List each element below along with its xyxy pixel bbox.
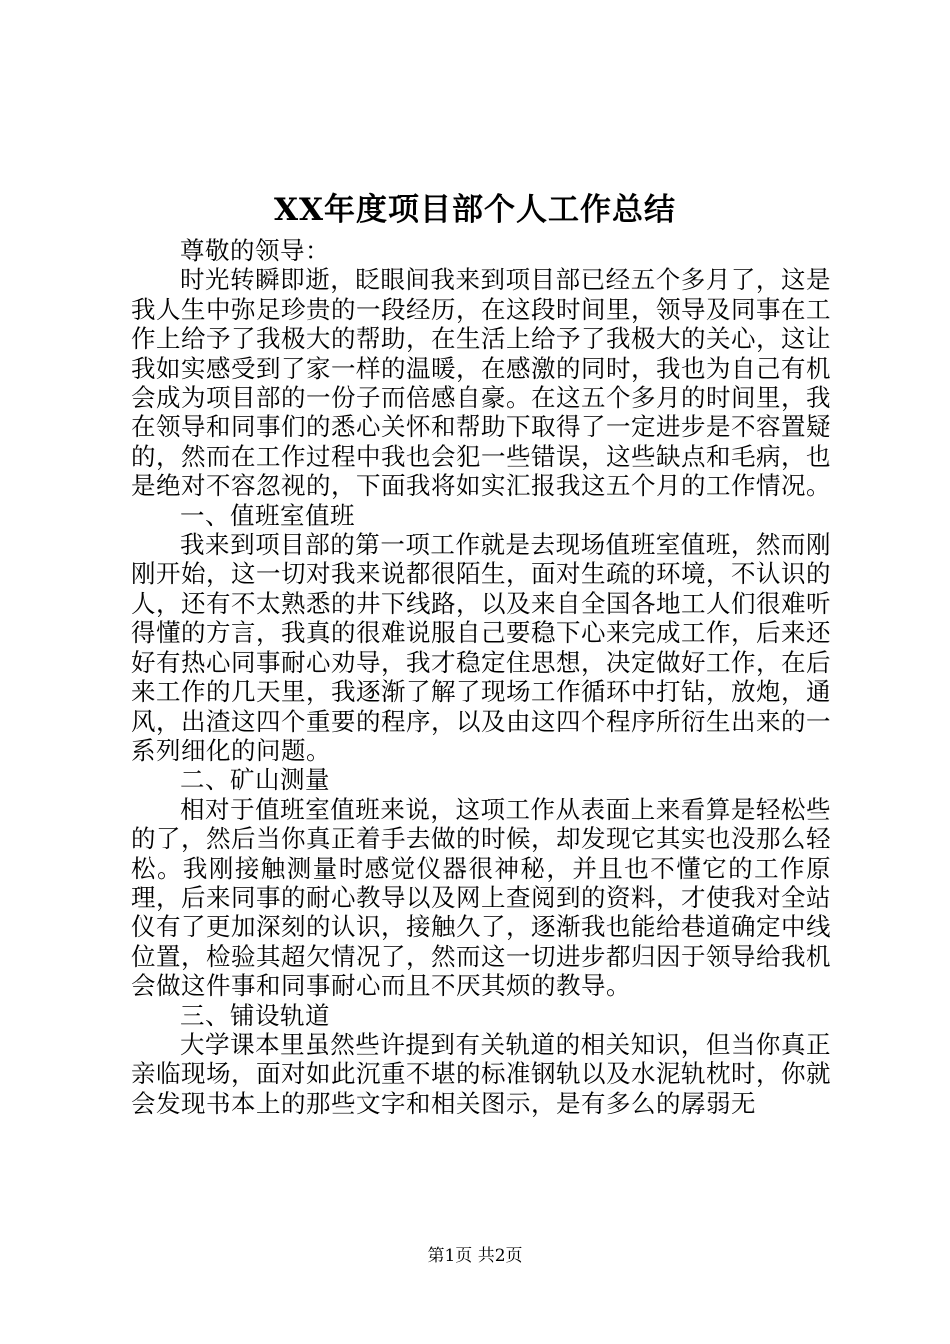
- duty-room-paragraph: 我来到项目部的第一项工作就是去现场值班室值班，然而刚刚开始，这一切对我来说都很陌生，面对生疏的环境，不认识的人，还有不太熟悉的井下线路，以及来自全国各地工人们很难听得懂的方言，我真的很难说服自己要稳下心来完成工作，后来还好有热心同事耐心劝导，我才稳定住思想，决定做好工作，在后来工作的几天里，我逐渐了解了现场工作循环中打钻，放炮，通风，出渣这四个重要的程序，以及由这四个程序所衍生出来的一系列细化的问题。: [131, 530, 831, 765]
- page-number-footer: 第1页 共2页: [427, 1246, 523, 1266]
- section-heading-duty-room: 一、值班室值班: [180, 500, 355, 530]
- section-heading-track-laying: 三、铺设轨道: [180, 1000, 330, 1030]
- document-title: XX年度项目部个人工作总结: [273, 192, 677, 228]
- document-body: [131, 236, 831, 1118]
- section-heading-mine-survey: 二、矿山测量: [180, 765, 330, 795]
- mine-survey-paragraph: 相对于值班室值班来说，这项工作从表面上来看算是轻松些的了，然后当你真正着手去做的时候，却发现它其实也没那么轻松。我刚接触测量时感觉仪器很神秘，并且也不懂它的工作原理，后来同事的耐心教导以及网上查阅到的资料，才使我对全站仪有了更加深刻的认识，接触久了，逐渐我也能给巷道确定中线位置，检验其超欠情况了，然而这一切进步都归因于领导给我机会做这件事和同事耐心而且不厌其烦的教导。: [131, 794, 831, 1001]
- intro-paragraph: 时光转瞬即逝，眨眼间我来到项目部已经五个多月了，这是我人生中弥足珍贵的一段经历，在这段时间里，领导及同事在工作上给予了我极大的帮助，在生活上给予了我极大的关心，这让我如实感受到了家一样的温暖，在感激的同时，我也为自己有机会成为项目部的一份子而倍感自豪。在这五个多月的时间里，我在领导和同事们的悉心关怀和帮助下取得了一定进步是不容置疑的，然而在工作过程中我也会犯一些错误，这些缺点和毛病，也是绝对不容忽视的，下面我将如实汇报我这五个月的工作情况。: [131, 265, 831, 501]
- track-laying-paragraph: 大学课本里虽然些许提到有关轨道的相关知识，但当你真正亲临现场，面对如此沉重不堪的标准钢轨以及水泥轨枕时，你就会发现书本上的那些文字和相关图示，是有多么的孱弱无: [131, 1029, 831, 1118]
- salutation: 尊敬的领导：: [180, 236, 330, 265]
